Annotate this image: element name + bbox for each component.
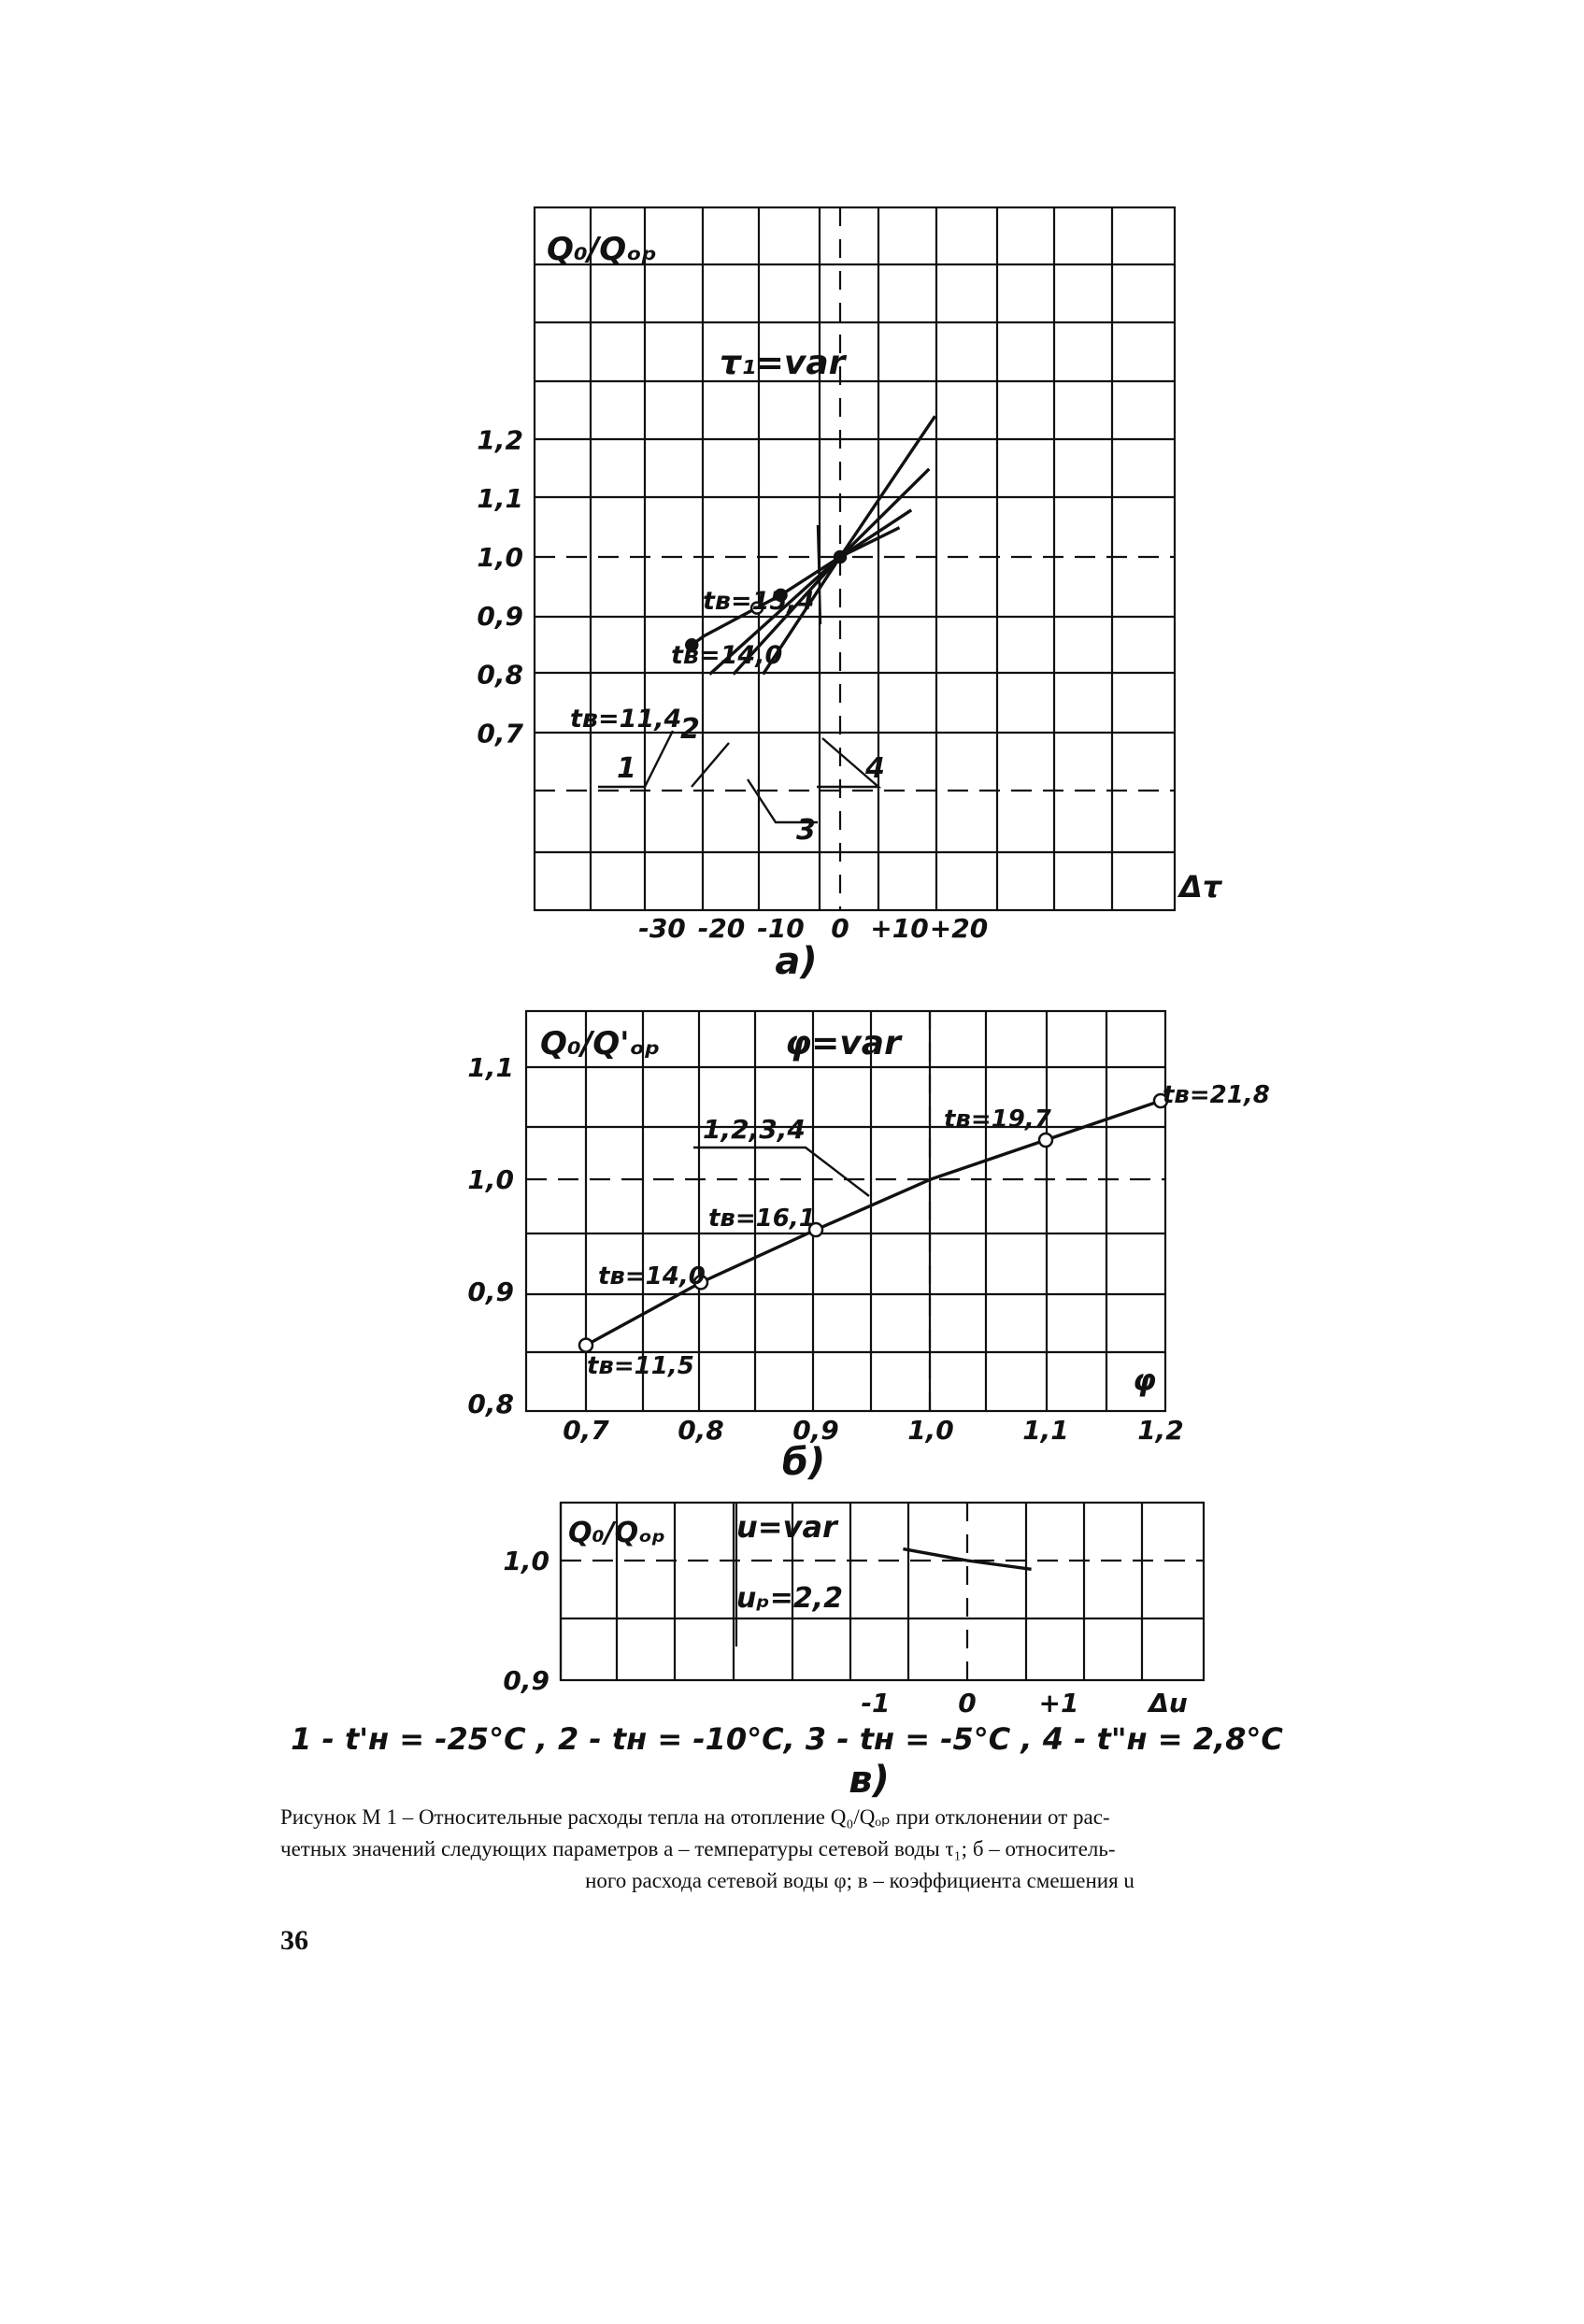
panel-a-point-label-14-0: tв=14,0 <box>671 641 783 670</box>
panel-b-frame <box>526 1011 1165 1411</box>
panel-a-y-tick-1: 0,8 <box>477 659 523 691</box>
panel-b-points <box>579 1094 1167 1352</box>
page-number: 36 <box>280 1925 308 1956</box>
panel-a-series-label-2: 2 <box>680 713 700 746</box>
panel-a-annotation: τ₁=var <box>720 344 846 382</box>
panel-b-point-4 <box>1039 1133 1052 1147</box>
panel-c-x-tick-0: -1 <box>861 1688 891 1718</box>
panel-a-x-tick-1: -20 <box>697 913 746 944</box>
panel-b-annotation: φ=var <box>785 1024 901 1062</box>
panel-b-callout-line <box>693 1148 869 1196</box>
panel-b-point-label-21-8: tв=21,8 <box>1163 1081 1270 1109</box>
panel-b-series <box>586 1101 1161 1346</box>
panel-a-series-line-4 <box>763 416 935 674</box>
panel-a-y-tick-4: 1,1 <box>477 483 523 515</box>
panel-a-point-3 <box>835 551 846 563</box>
panel-b-x-tick-1: 0,8 <box>678 1415 724 1446</box>
panel-b-y-tick-2: 1,0 <box>467 1164 514 1195</box>
panel-c-x-tick-2: +1 <box>1038 1688 1079 1718</box>
caption-line-3: ного расхода сетевой воды φ; в – коэффициента смешения u <box>585 1869 1134 1892</box>
panel-b-yticks <box>467 1052 514 1419</box>
panel-b-series-label: 1,2,3,4 <box>703 1114 806 1145</box>
panel-a-panel-label: а) <box>775 940 818 983</box>
panel-b-series-line-1 <box>586 1101 1161 1346</box>
panel-a-x-tick-5: +20 <box>929 913 989 944</box>
panel-b-xlabel: φ <box>1133 1362 1157 1398</box>
panel-c-y-tick-0: 0,9 <box>503 1665 549 1696</box>
panel-b-y-tick-1: 0,9 <box>467 1276 514 1307</box>
panel-b-point-label-16-1: tв=16,1 <box>708 1205 816 1233</box>
panel-c-annotation-up: uₚ=2,2 <box>736 1582 844 1615</box>
panel-c-ylabel: Q₀/Qₒₚ <box>568 1517 666 1549</box>
caption-line-2: четных значений следующих параметров а – температуры сетевой воды τ₁; б – относитель- <box>280 1837 1116 1861</box>
panel-b-x-tick-0: 0,7 <box>563 1415 609 1446</box>
panel-a-grid <box>535 207 1175 910</box>
panel-a-x-tick-3: 0 <box>831 913 849 944</box>
panel-a-y-tick-3: 1,0 <box>477 542 523 573</box>
panel-a-ylabel: Q₀/Qₒₚ <box>547 231 657 268</box>
panel-b-point-label-11-5: tв=11,5 <box>587 1352 694 1380</box>
panel-b-panel-label: б) <box>781 1441 826 1484</box>
panel-b-ylabel: Q₀/Q'ₒₚ <box>540 1025 661 1062</box>
panel-a-point-label-15-4: tв=15,4 <box>703 587 815 616</box>
panel-a-y-tick-2: 0,9 <box>477 600 523 632</box>
panel-c-x-tick-1: 0 <box>958 1688 977 1718</box>
panel-a-y-tick-5: 1,2 <box>477 424 523 456</box>
panel-b-x-tick-2: 0,9 <box>792 1415 839 1446</box>
panel-c-x-tick-3: Δu <box>1149 1688 1188 1718</box>
panel-a-yticks <box>477 424 523 749</box>
panel-c-xticks <box>861 1688 1187 1718</box>
panel-b-y-tick-3: 1,1 <box>467 1052 514 1083</box>
panel-c-panel-label: в) <box>849 1759 890 1802</box>
panel-a-y-tick-0: 0,7 <box>477 718 523 749</box>
panel-a-series-label-4: 4 <box>865 752 885 785</box>
panel-b-labels <box>467 1024 1269 1484</box>
figure-caption <box>280 1802 1439 1897</box>
panel-a-series <box>692 416 935 674</box>
panel-a-series-label-3: 3 <box>796 814 816 847</box>
panel-c-y-tick-1: 1,0 <box>503 1546 549 1576</box>
panel-a-series-label-1: 1 <box>617 752 636 785</box>
panel-b <box>526 1011 1167 1411</box>
panel-a-xlabel: Δτ <box>1179 869 1222 905</box>
caption-line-1: Рисунок М 1 – Относительные расходы тепла на отопление Q₀/Qₒₚ при отклонении от рас- <box>280 1805 1110 1829</box>
panel-a <box>535 207 1175 910</box>
panel-b-grid <box>526 1011 1165 1411</box>
panel-c-yticks <box>503 1546 549 1696</box>
panel-b-y-tick-0: 0,8 <box>467 1389 514 1419</box>
panel-b-xticks <box>563 1415 1184 1446</box>
panel-b-point-0 <box>579 1339 592 1352</box>
panel-a-x-tick-0: -30 <box>638 913 686 944</box>
panel-c-annotation: u=var <box>736 1509 837 1545</box>
panel-b-x-tick-3: 1,0 <box>907 1415 954 1446</box>
panel-b-point-label-19-7: tв=19,7 <box>944 1105 1051 1133</box>
panel-b-point-label-14-0: tв=14,0 <box>598 1262 706 1290</box>
panel-b-x-tick-5: 1,2 <box>1137 1415 1184 1446</box>
panel-a-point-label-11-4: tв=11,4 <box>570 705 682 734</box>
panel-a-frame <box>535 207 1175 910</box>
panel-a-x-tick-2: -10 <box>757 913 805 944</box>
panel-a-x-tick-4: +10 <box>870 913 929 944</box>
legend-line: 1 - t'н = -25°С , 2 - tн = -10°С, 3 - tн = -5°С , 4 - t"н = 2,8°С <box>291 1721 1283 1757</box>
panel-b-x-tick-4: 1,1 <box>1022 1415 1069 1446</box>
